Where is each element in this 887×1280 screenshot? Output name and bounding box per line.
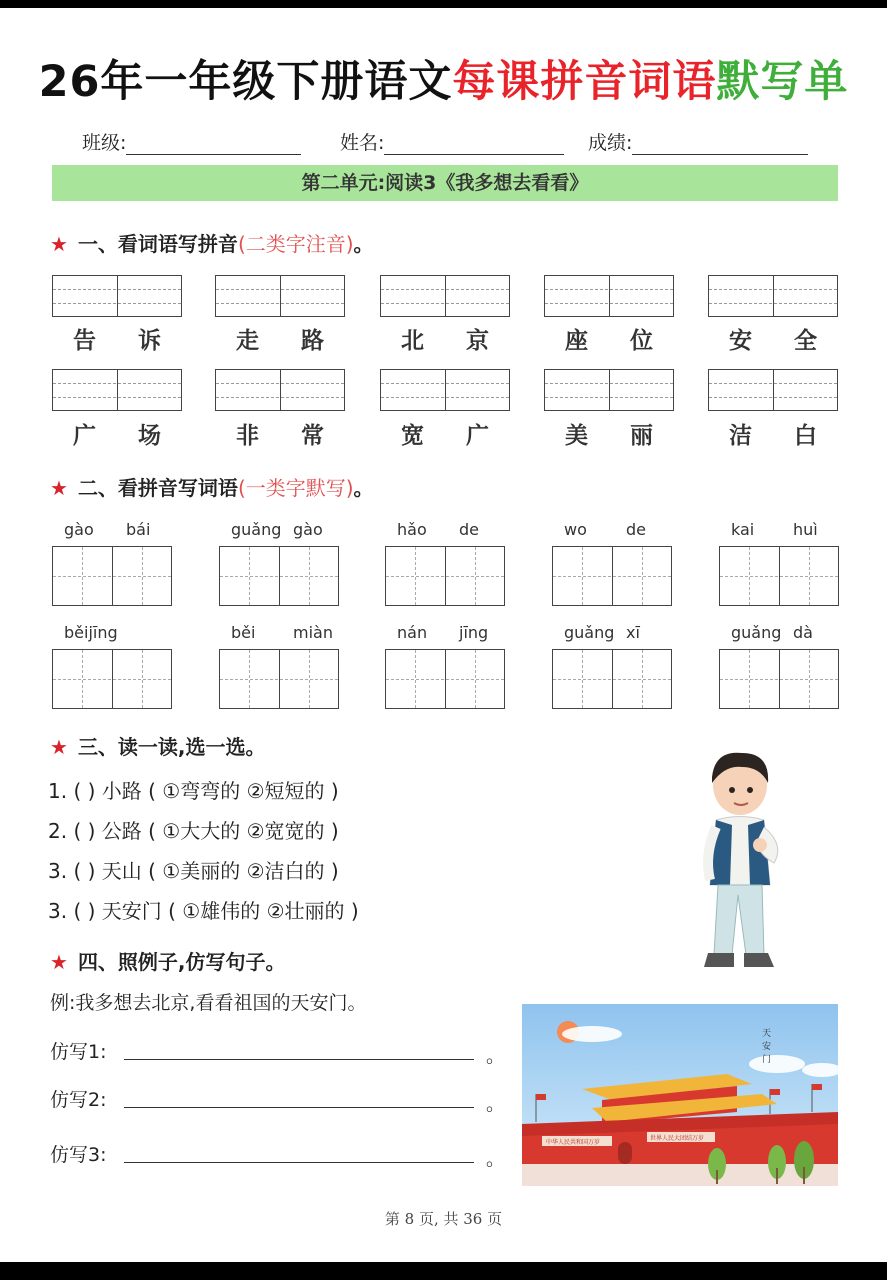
class-label: 班级:	[82, 132, 127, 154]
star-icon: ★	[50, 950, 68, 974]
word-character: 路	[301, 328, 324, 354]
word-character: 洁	[729, 423, 752, 449]
pinyin-writing-grid[interactable]	[215, 369, 345, 411]
pinyin-label: kai	[731, 520, 755, 539]
word-character: 广	[466, 423, 489, 449]
star-icon: ★	[50, 735, 68, 759]
imitate-row-2	[50, 1085, 506, 1115]
section-1-end: 。	[353, 232, 374, 256]
pinyin-label: hǎo	[397, 520, 427, 539]
imitate-row-1	[50, 1037, 506, 1067]
name-field	[340, 128, 564, 155]
word-character: 美	[565, 423, 588, 449]
section-4-title: 四、照例子,仿写句子。	[77, 950, 286, 974]
pinyin-writing-grid[interactable]	[544, 369, 674, 411]
character-writing-grid[interactable]	[552, 649, 672, 709]
pinyin-writing-grid[interactable]	[708, 275, 838, 317]
page-footer: 第 8 页, 共 36 页	[384, 1210, 503, 1228]
pinyin-label: gào	[293, 520, 323, 539]
imitate-end: 。	[486, 1045, 506, 1067]
star-icon: ★	[50, 476, 68, 500]
page-title	[0, 48, 887, 109]
sign-tian: 天	[762, 1029, 772, 1039]
pinyin-writing-grid[interactable]	[52, 275, 182, 317]
pinyin-writing-grid[interactable]	[52, 369, 182, 411]
word-character: 安	[729, 328, 752, 354]
character-writing-grid[interactable]	[385, 649, 505, 709]
word-character: 白	[794, 423, 817, 449]
pinyin-writing-grid[interactable]	[380, 275, 510, 317]
pinyin-writing-grid[interactable]	[380, 369, 510, 411]
pinyin-writing-grid[interactable]	[708, 369, 838, 411]
word-character: 告	[73, 328, 96, 354]
title-part-3: 默写单	[716, 57, 849, 107]
imitate-end: 。	[486, 1148, 506, 1170]
boy-illustration	[690, 745, 800, 980]
word-character: 广	[73, 423, 96, 449]
name-blank[interactable]	[384, 134, 564, 155]
imitate-answer-line[interactable]	[124, 1059, 474, 1060]
character-writing-grid[interactable]	[385, 546, 505, 606]
pinyin-label: gào	[64, 520, 94, 539]
character-writing-grid[interactable]	[52, 649, 172, 709]
pinyin-label: miàn	[293, 623, 333, 642]
word-character: 诉	[138, 328, 161, 354]
word-character: 走	[236, 328, 259, 354]
pinyin-label: guǎng	[731, 623, 782, 642]
sign-an: 安	[762, 1042, 772, 1052]
imitate-end: 。	[486, 1093, 506, 1115]
imitate-label: 仿写3:	[50, 1144, 107, 1166]
character-writing-grid[interactable]	[52, 546, 172, 606]
choice-item[interactable]: 2. ( ) 公路 ( ①大大的 ②宽宽的 )	[48, 819, 339, 843]
character-writing-grid[interactable]	[719, 649, 839, 709]
word-character: 宽	[401, 423, 424, 449]
section-1-note: (二类字注音)	[237, 232, 354, 256]
pinyin-label: xī	[626, 623, 640, 642]
character-writing-grid[interactable]	[719, 546, 839, 606]
score-blank[interactable]	[632, 134, 808, 155]
pinyin-label: bái	[126, 520, 151, 539]
name-label: 姓名:	[340, 132, 385, 154]
banner-right: 世界人民大团结万岁	[650, 1135, 705, 1142]
title-part-1: 26年一年级下册语文	[38, 57, 453, 107]
pinyin-label: wo	[564, 520, 587, 539]
pinyin-label: de	[626, 520, 646, 539]
pinyin-writing-grid[interactable]	[215, 275, 345, 317]
top-border	[0, 0, 887, 8]
score-field	[588, 128, 808, 155]
character-writing-grid[interactable]	[219, 546, 339, 606]
star-icon: ★	[50, 232, 68, 256]
class-blank[interactable]	[126, 134, 301, 155]
pinyin-label: guǎng	[231, 520, 282, 539]
pinyin-label: nán	[397, 623, 428, 642]
word-character: 丽	[630, 423, 653, 449]
imitate-row-3	[50, 1140, 506, 1170]
section-1-title: 一、看词语写拼音	[77, 232, 238, 256]
section-3-title: 三、读一读,选一选。	[77, 735, 266, 759]
word-character: 全	[794, 328, 817, 354]
pinyin-label: jīng	[459, 623, 489, 642]
choice-item[interactable]: 3. ( ) 天安门 ( ①雄伟的 ②壮丽的 )	[48, 899, 359, 923]
pinyin-writing-grid[interactable]	[544, 275, 674, 317]
section-4-heading	[50, 946, 286, 975]
section-2-title: 二、看拼音写词语	[77, 476, 238, 500]
pinyin-label: de	[459, 520, 479, 539]
banner-left: 中华人民共和国万岁	[546, 1139, 601, 1146]
pinyin-label: huì	[793, 520, 818, 539]
imitate-label: 仿写1:	[50, 1041, 107, 1063]
pinyin-label: běi	[231, 623, 256, 642]
bottom-border	[0, 1262, 887, 1280]
word-character: 非	[236, 423, 259, 449]
sign-men: 门	[762, 1055, 772, 1065]
score-label: 成绩:	[588, 132, 633, 154]
section-2-note: (一类字默写)	[237, 476, 354, 500]
word-character: 常	[301, 423, 324, 449]
imitate-answer-line[interactable]	[124, 1162, 474, 1163]
title-part-2: 每课拼音词语	[452, 57, 717, 107]
word-character: 位	[630, 328, 653, 354]
section-3-heading	[50, 731, 266, 760]
section-2-end: 。	[353, 476, 374, 500]
tiananmen-illustration	[522, 1004, 838, 1186]
word-character: 座	[565, 328, 588, 354]
pinyin-label: guǎng	[564, 623, 615, 642]
class-field	[82, 128, 301, 155]
imitate-label: 仿写2:	[50, 1089, 107, 1111]
section-2-heading	[50, 472, 374, 501]
character-writing-grid[interactable]	[552, 546, 672, 606]
word-character: 京	[466, 328, 489, 354]
character-writing-grid[interactable]	[219, 649, 339, 709]
choice-item[interactable]: 3. ( ) 天山 ( ①美丽的 ②洁白的 )	[48, 859, 339, 883]
choice-item[interactable]: 1. ( ) 小路 ( ①弯弯的 ②短短的 )	[48, 779, 339, 803]
section-1-heading	[50, 228, 374, 257]
word-character: 场	[138, 423, 161, 449]
example-sentence: 例:我多想去北京,看看祖国的天安门。	[50, 992, 367, 1014]
unit-title: 第二单元:阅读3《我多想去看看》	[52, 165, 838, 201]
pinyin-label: dà	[793, 623, 813, 642]
imitate-answer-line[interactable]	[124, 1107, 474, 1108]
word-character: 北	[401, 328, 424, 354]
pinyin-label: běijīng	[64, 623, 118, 642]
